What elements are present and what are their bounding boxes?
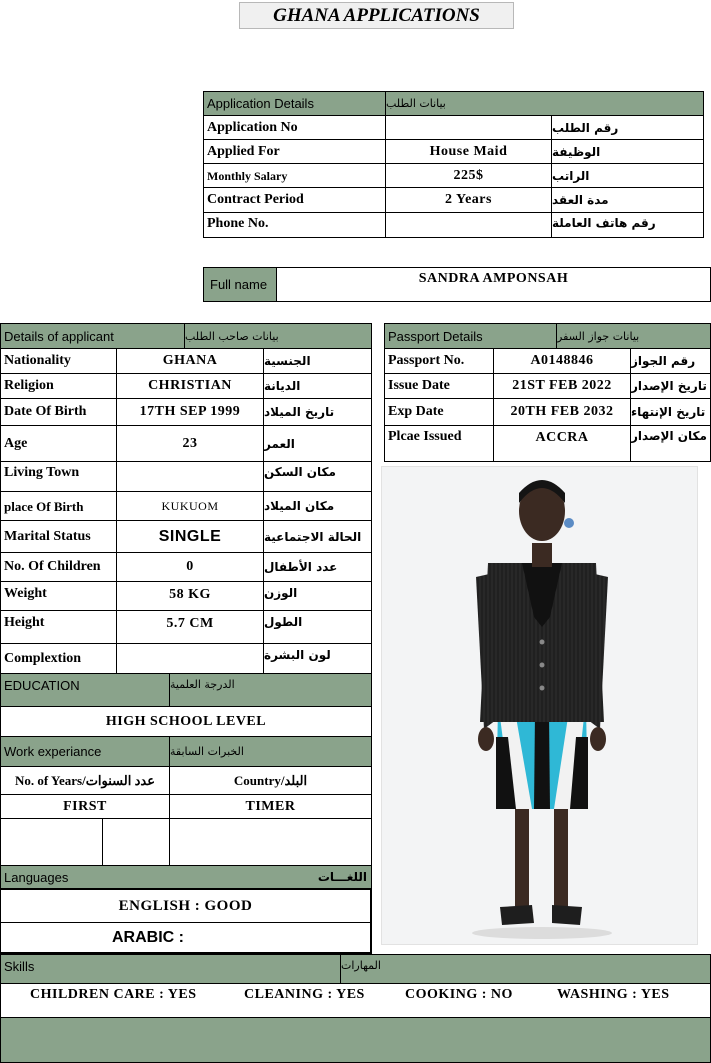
applicant-row-place-of-birth: place Of Birth [0, 491, 117, 521]
applicant-ar-no-of-children: عدد الأطفال [263, 552, 372, 582]
work-row2-col1b [102, 818, 170, 866]
passport-row-place-issued: Plcae Issued [384, 425, 494, 462]
skill-washing: WASHING : YES [557, 987, 670, 1002]
applicant-ar-living-town: مكان السكن [263, 461, 372, 492]
applicant-value-religion: CHRISTIAN [116, 373, 264, 399]
applicant-row-religion: Religion [0, 373, 117, 399]
skills-header: Skills [0, 954, 341, 984]
app-ar-contract-period: مدة العقد [551, 187, 704, 213]
applicant-row-living-town: Living Town [0, 461, 117, 492]
applicant-ar-complexion: لون البشرة [263, 643, 372, 674]
applicant-row-no-of-children: No. Of Children [0, 552, 117, 582]
work-row1-col1: FIRST [0, 794, 170, 819]
applicant-value-place-of-birth: KUKUOM [116, 491, 264, 521]
applicant-value-marital-status: SINGLE [116, 520, 264, 553]
applicant-header: Details of applicant [0, 323, 185, 349]
passport-value-issue-date: 21ST FEB 2022 [493, 373, 631, 399]
app-ar-monthly-salary: الراتب [551, 163, 704, 188]
applicant-ar-place-of-birth: مكان الميلاد [263, 491, 372, 521]
passport-ar-passport-no: رقم الجواز [630, 348, 711, 374]
page-title-box [239, 2, 514, 29]
applicant-value-age: 23 [116, 425, 264, 462]
page-title: GHANA APPLICATIONS [273, 4, 480, 26]
work-col-years: No. of Years/عدد السنوات [0, 766, 170, 795]
passport-ar-issue-date: تاريخ الإصدار [630, 373, 711, 399]
full-name-value: SANDRA AMPONSAH [276, 267, 711, 302]
applicant-ar-nationality: الجنسية [263, 348, 372, 374]
work-header: Work experiance [0, 736, 170, 767]
applicant-ar-marital-status: الحالة الاجتماعية [263, 520, 372, 553]
skill-children-care: CHILDREN CARE : YES [30, 987, 197, 1002]
app-row-phone-no: Phone No. [203, 212, 386, 238]
applicant-value-date-of-birth: 17TH SEP 1999 [116, 398, 264, 426]
app-row-application-no: Application No [203, 115, 386, 140]
skills-row [0, 983, 711, 1018]
applicant-row-height: Height [0, 610, 117, 644]
applicant-ar-age: العمر [263, 425, 372, 462]
skill-cooking: COOKING : NO [405, 987, 513, 1002]
passport-row-exp-date: Exp Date [384, 398, 494, 426]
app-ar-application-no: رقم الطلب [551, 115, 704, 140]
applicant-ar-date-of-birth: تاريخ الميلاد [263, 398, 372, 426]
full-name-label: Full name [203, 267, 277, 302]
applicant-row-weight: Weight [0, 581, 117, 611]
applicant-value-nationality: GHANA [116, 348, 264, 374]
applicant-row-marital-status: Marital Status [0, 520, 117, 553]
passport-header: Passport Details [384, 323, 557, 349]
app-value-applied-for: House Maid [385, 139, 552, 164]
app-row-monthly-salary: Monthly Salary [203, 163, 386, 188]
skills-header-ar: المهارات [340, 954, 711, 984]
footer-bar [0, 1017, 711, 1063]
work-row2-col1a [0, 818, 103, 866]
applicant-row-date-of-birth: Date Of Birth [0, 398, 117, 426]
app-row-applied-for: Applied For [203, 139, 386, 164]
passport-ar-place-issued: مكان الإصدار [630, 425, 711, 462]
passport-value-passport-no: A0148846 [493, 348, 631, 374]
applicant-ar-height: الطول [263, 610, 372, 644]
passport-row-issue-date: Issue Date [384, 373, 494, 399]
applicant-value-weight: 58 KG [116, 581, 264, 611]
applicant-value-height: 5.7 CM [116, 610, 264, 644]
app-value-contract-period: 2 Years [385, 187, 552, 213]
work-row2-col2 [169, 818, 372, 866]
applicant-ar-weight: الوزن [263, 581, 372, 611]
languages-english: ENGLISH : GOOD [0, 888, 372, 923]
passport-value-place-issued: ACCRA [493, 425, 631, 462]
education-header-ar: الدرجة العلمية [169, 673, 372, 707]
app-ar-applied-for: الوظيفة [551, 139, 704, 164]
applicant-row-complexion: Complextion [0, 643, 117, 674]
app-row-contract-period: Contract Period [203, 187, 386, 213]
languages-header [0, 865, 372, 889]
applicant-value-complexion [116, 643, 264, 674]
passport-row-passport-no: Passport No. [384, 348, 494, 374]
application-header-ar: بيانات الطلب [385, 91, 704, 116]
app-value-phone-no [385, 212, 552, 238]
education-header: EDUCATION [0, 673, 170, 707]
applicant-photo [381, 466, 698, 945]
languages-header-label: Languages [4, 869, 69, 885]
app-ar-phone-no: رقم هاتف العاملة [551, 212, 704, 238]
work-row1-col2: TIMER [169, 794, 372, 819]
applicant-header-ar: بيانات صاحب الطلب [184, 323, 372, 349]
work-header-ar: الخبرات السابقة [169, 736, 372, 767]
passport-value-exp-date: 20TH FEB 2032 [493, 398, 631, 426]
passport-ar-exp-date: تاريخ الإنتهاء [630, 398, 711, 426]
applicant-value-no-of-children: 0 [116, 552, 264, 582]
applicant-row-nationality: Nationality [0, 348, 117, 374]
languages-arabic: ARABIC : [0, 922, 372, 954]
languages-header-ar: اللغـــات [317, 870, 367, 884]
applicant-ar-religion: الديانة [263, 373, 372, 399]
application-header: Application Details [203, 91, 386, 116]
skill-cleaning: CLEANING : YES [244, 987, 365, 1002]
work-col-country: Country/البلد [169, 766, 372, 795]
passport-header-ar: بيانات جواز السفر [556, 323, 711, 349]
applicant-row-age: Age [0, 425, 117, 462]
education-value: HIGH SCHOOL LEVEL [0, 706, 372, 737]
app-value-application-no [385, 115, 552, 140]
app-value-monthly-salary: 225$ [385, 163, 552, 188]
applicant-value-living-town [116, 461, 264, 492]
